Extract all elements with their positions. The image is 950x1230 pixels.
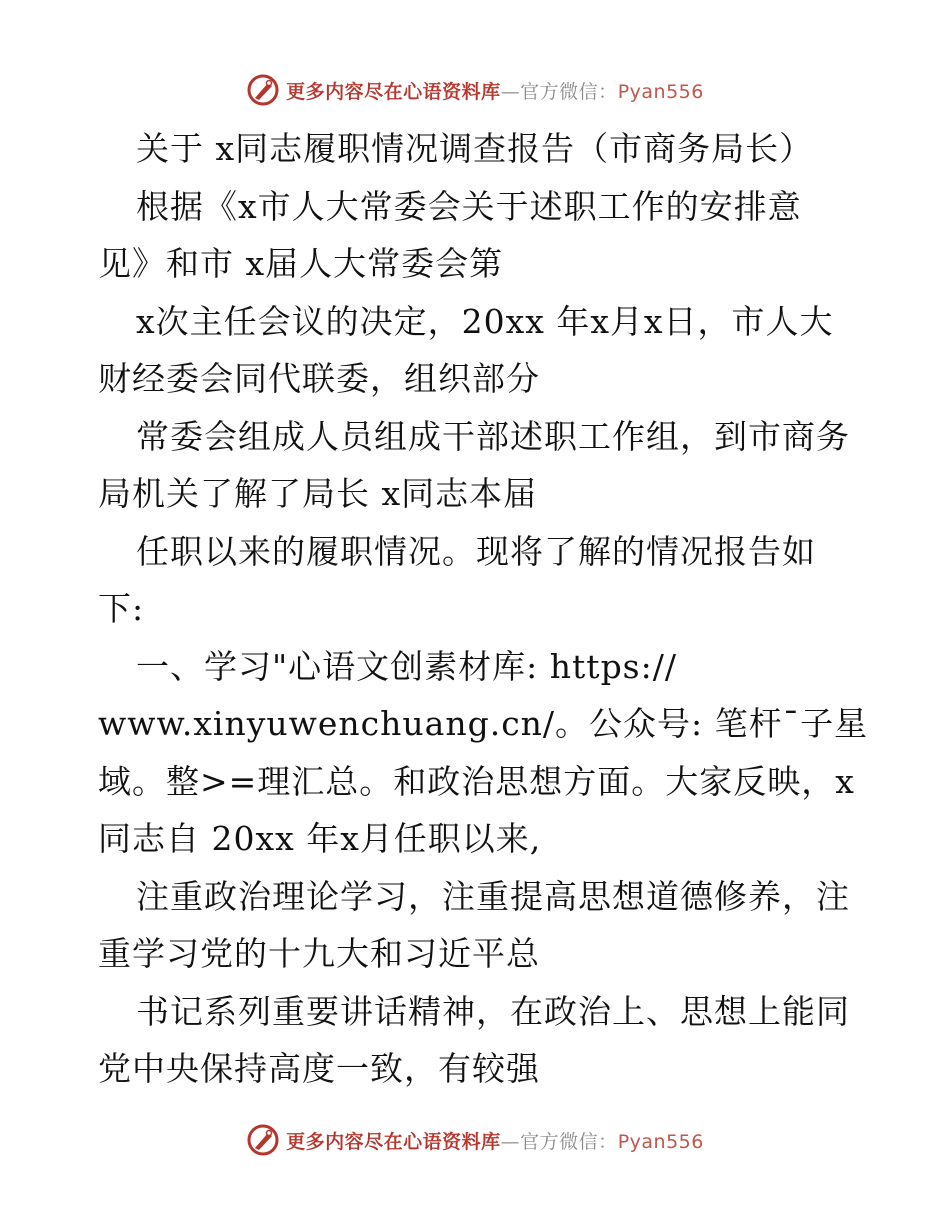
text-line: 局机关了解了局长 x同志本届	[98, 474, 538, 513]
text-line: 注重政治理论学习，注重提高思想道德修养，注	[136, 876, 850, 916]
banner-sub-text: 官方微信：	[520, 1130, 618, 1153]
banner-text	[286, 1127, 704, 1154]
text-line: 重学习党的十九大和习近平总	[98, 934, 540, 973]
banner-main-text: 更多内容尽在心语资料库	[286, 1130, 501, 1153]
banner-text	[286, 77, 704, 104]
banner-handle: Pyan556	[617, 80, 704, 103]
text-line: 书记系列重要讲话精神，在政治上、思想上能同	[136, 991, 850, 1031]
text-line: 关于 x同志履职情况调查报告（市商务局长）	[136, 129, 814, 168]
text-line: 域。整>=理汇总。和政治思想方面。大家反映，x	[98, 761, 855, 801]
text-line: 同志自 20xx 年x月任职以来,	[98, 819, 542, 858]
text-line: 常委会组成人员组成干部述职工作组，到市商务	[136, 416, 850, 456]
text-line: www.xinyuwenchuang.cn/。公众号: 笔杆¯子星	[98, 704, 869, 743]
text-line: 见》和市 x届人大常委会第	[98, 244, 504, 283]
text-line: 任职以来的履职情况。现将了解的情况报告如	[136, 531, 816, 571]
text-line: 一、学习"心语文创素材库: https://	[136, 646, 677, 686]
text-line: x次主任会议的决定，20xx 年x月x日，市人大	[136, 301, 834, 341]
banner-dash: —	[500, 1130, 521, 1153]
text-line: 财经委会同代联委，组织部分	[98, 359, 540, 398]
text-line: 党中央保持高度一致，有较强	[98, 1049, 540, 1088]
pen-logo-icon	[246, 1123, 280, 1157]
document-body	[98, 120, 869, 1098]
text-line: 根据《x市人大常委会关于述职工作的安排意	[136, 186, 802, 226]
banner-dash: —	[500, 80, 521, 103]
banner-sub-text: 官方微信：	[520, 80, 618, 103]
header-banner	[0, 70, 950, 110]
banner-main-text: 更多内容尽在心语资料库	[286, 80, 501, 103]
text-line: 下:	[98, 589, 145, 628]
pen-logo-icon	[246, 73, 280, 107]
footer-banner	[0, 1120, 950, 1160]
banner-handle: Pyan556	[617, 1130, 704, 1153]
